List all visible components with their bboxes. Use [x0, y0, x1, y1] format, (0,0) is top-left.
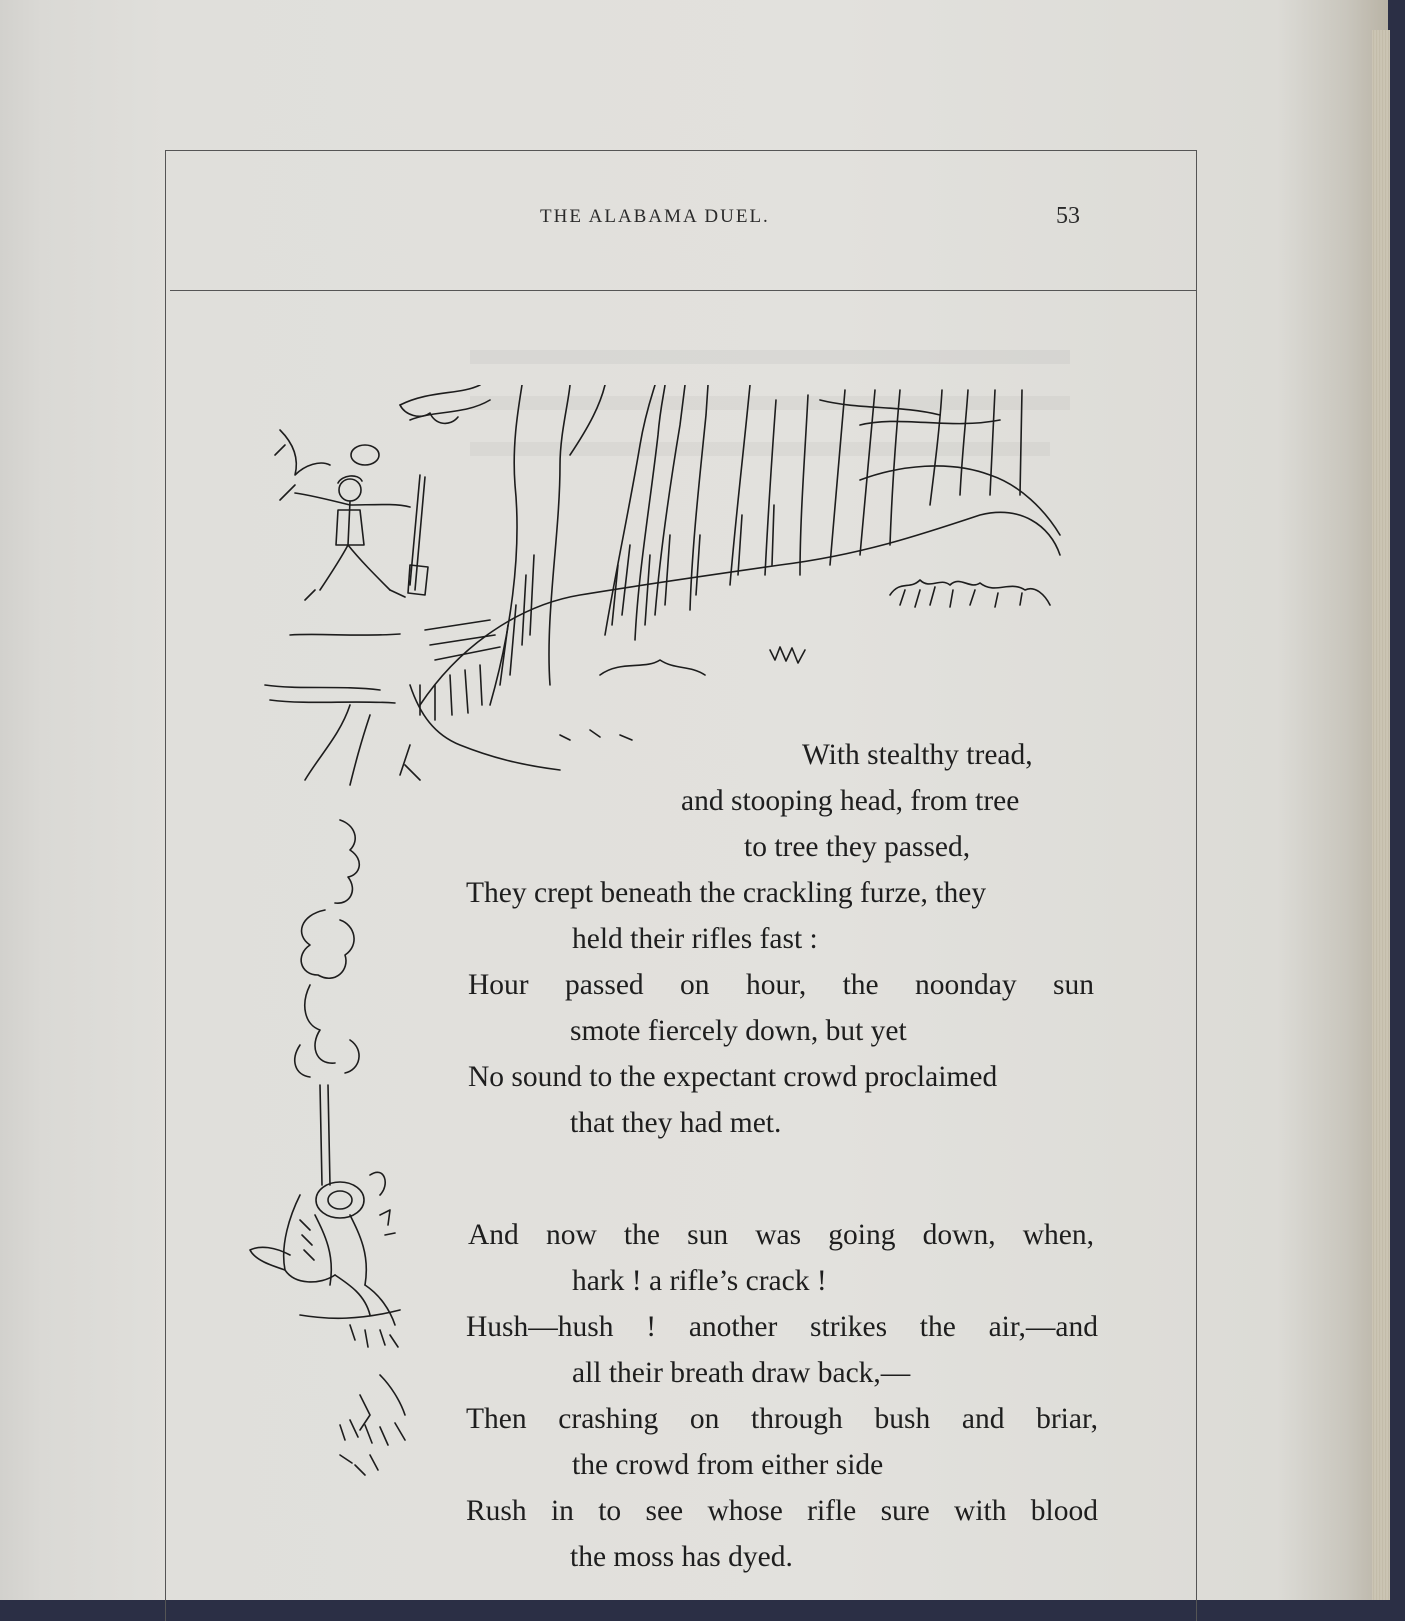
poem-line: Rush in to see whose rifle sure with blood [466, 1495, 1098, 1527]
poem-line: held their rifles fast : [572, 923, 818, 955]
poem-line: that they had met. [570, 1107, 782, 1139]
poem-line: smote fiercely down, but yet [570, 1015, 907, 1047]
poem-line: With stealthy tread, [802, 739, 1033, 771]
rifleman-illustration [240, 815, 440, 1500]
header-rule [170, 290, 1196, 291]
page-number: 53 [1056, 203, 1080, 229]
page-fore-edge [1372, 30, 1390, 1600]
poem-line: No sound to the expectant crowd proclaimed [468, 1061, 998, 1093]
poem-line: Hour passed on hour, the noonday sun [468, 969, 1094, 1001]
poem-line: Then crashing on through bush and briar, [466, 1403, 1098, 1435]
poem-line: the crowd from either side [572, 1449, 884, 1481]
poem-line: all their breath draw back,— [572, 1357, 911, 1389]
poem-line: and stooping head, from tree [681, 785, 1020, 817]
running-title: THE ALABAMA DUEL. [540, 206, 770, 227]
poem-line: hark ! a rifle’s crack ! [572, 1265, 827, 1297]
poem-line: Hush—hush ! another strikes the air,—and [466, 1311, 1098, 1343]
poem-line: to tree they passed, [744, 831, 971, 863]
poem-line: the moss has dyed. [570, 1541, 793, 1573]
poem-line: And now the sun was going down, when, [468, 1219, 1094, 1251]
poem-line: They crept beneath the crackling furze, they [466, 877, 987, 909]
